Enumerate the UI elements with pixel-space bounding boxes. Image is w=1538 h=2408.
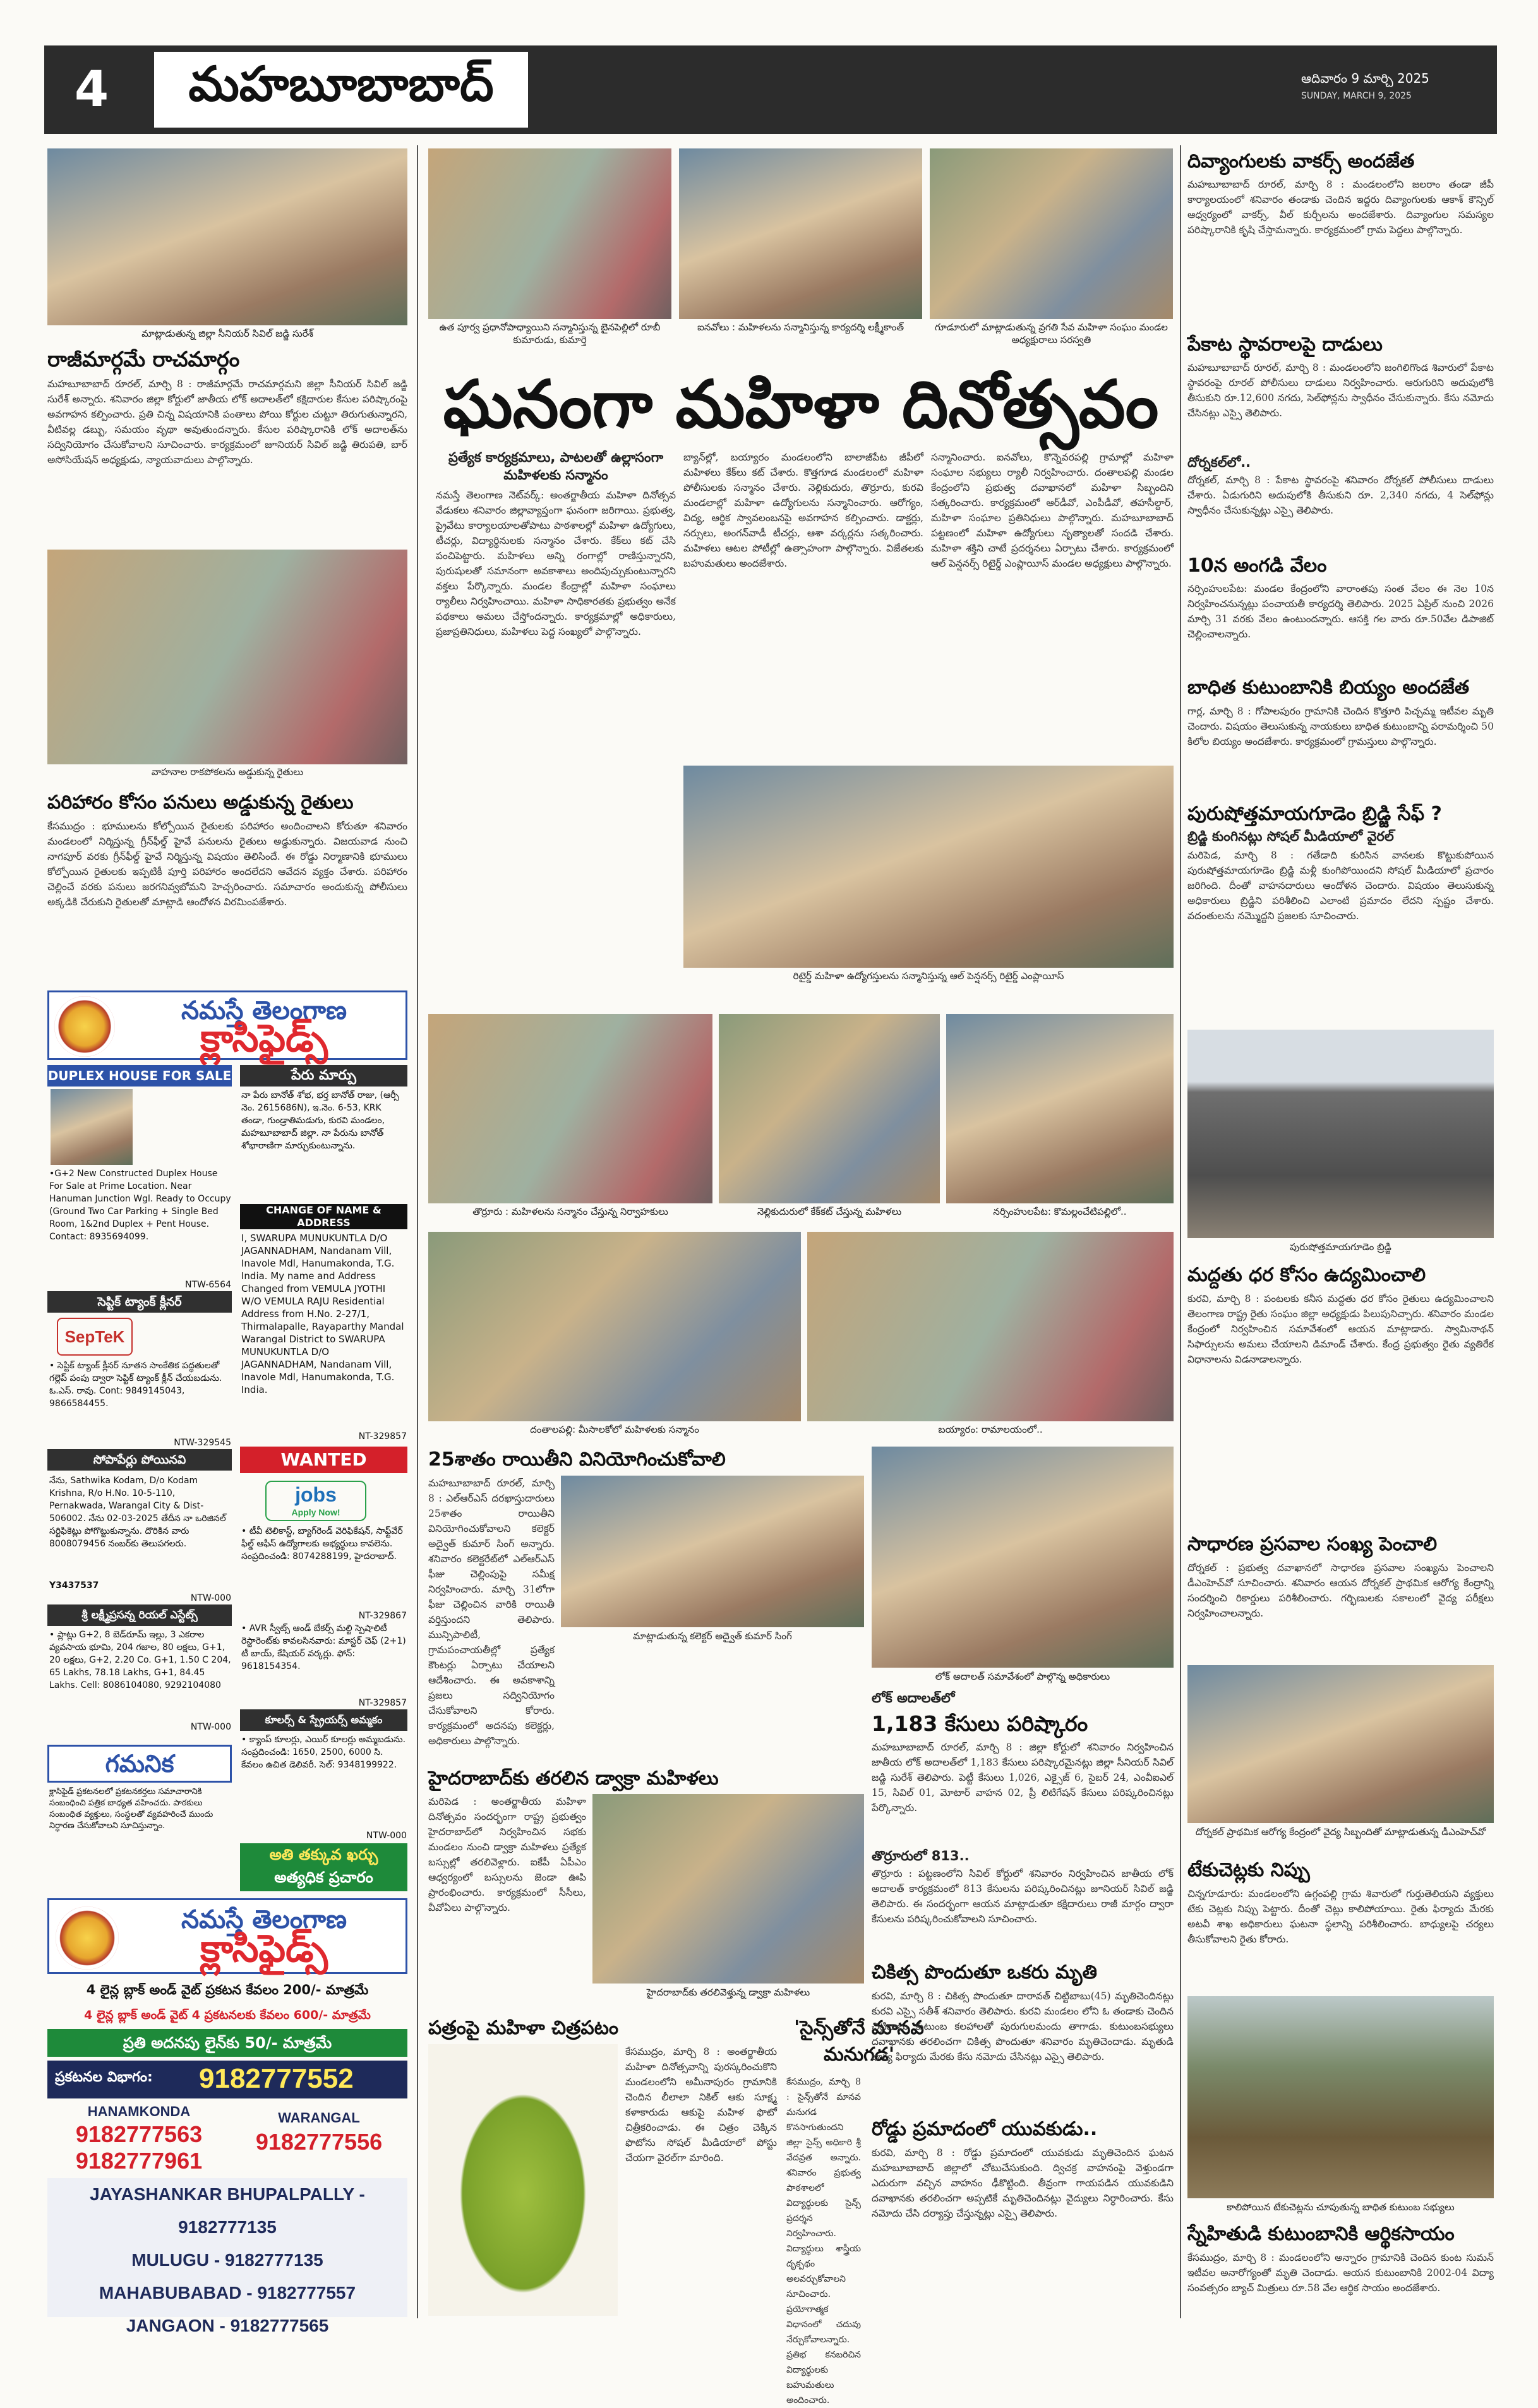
warangal-phone: 9182777556 bbox=[255, 2129, 383, 2155]
ads-dept-phone: 9182777552 bbox=[199, 2063, 354, 2094]
photo-caption: నెల్లికుదురులో కేక్‌కట్ చేస్తున్న మహిళలు bbox=[757, 1206, 902, 1217]
lead-column-2: బ్యాన్‌ల్లో, బయ్యారం మండలంలోని బాలాజీపేట జీపీలో మహిళలు కేక్‌లు కట్ చేశారు. కొత్తగూడ మండలంలో మహిళా పోలీసులకు సన్మానం చేశారు. నెల్లికుదురు, తొర్రూరు, కురవి మండలాల్లో మహిళా ఉద్యోగులను సన్మానించారు. ఆరోగ్యం, విద్య, ఆర్థిక స్వావలంబనపై అవగాహన కల్పించారు. డాక్టర్లు, నర్సులు, అంగన్‌వాడీ టీచర్లు, ఆశా వర్కర్లను సత్కరించారు. మహిళలు ఆటల పోటీల్లో ఉత్సాహంగా పాల్గొన్నారు. విజేతలకు బహుమతులు అందజేశారు. bbox=[683, 452, 923, 569]
classifieds-banner-bottom bbox=[47, 1898, 407, 1974]
warangal-label: WARANGAL bbox=[278, 2110, 360, 2126]
article-headline: హైదరాబాద్‌కు తరలిన డ్వాక్రా మహిళలు bbox=[428, 1767, 719, 1790]
lead-column-1: నమస్తే తెలంగాణ నెట్‌వర్క్: అంతర్జాతీయ మహిళా దినోత్సవ వేడుకలు శనివారం జిల్లావ్యాప్తంగా ఘనంగా జరిగాయి. ప్రభుత్వ, ప్రైవేటు కార్యాలయాలతోపాటు పాఠశాలల్లో మహిళా ఉద్యోగులు, టీచర్లు, విద్యార్థినులకు సన్మానం చేశారు. కేక్‌లు కట్ చేసి పంచిపెట్టారు. మహిళలు అన్ని రంగాల్లో రాణిస్తున్నారని, పురుషులతో సమానంగా అవకాశాలు అందిపుచ్చుకుంటున్నారని వక్తలు పేర్కొన్నారు. మండల కేంద్రాల్లో మహిళా సంఘాలు ర్యాలీలు నిర్వహించాయి. మహిళా సాధికారతకు ప్రభుత్వం అనేక పథకాలు అమలు చేస్తోందన్నారు. కార్యక్రమాల్లో అధికారులు, ప్రజాప్రతినిధులు, మహిళలు పెద్ద సంఖ్యలో పాల్గొన్నారు. bbox=[436, 490, 676, 637]
jobs-text: • టీవీ టెలికాస్ట్, బ్యాగ్‌రెండ్ వెరిఫికేషన్, సాఫ్ట్‌వేర్ ఫీల్డ్ ఆఫీస్ ఉద్యోగాలకు అభ్యర్థులు కావలెను. సంప్రదించండి: 8074288199, హైదరాబాద్. bbox=[241, 1526, 403, 1562]
article-body: దోర్నకల్, మార్చి 8 : పేకాట స్థావరంపై శనివారం దోర్నకల్ పోలీసులు దాడులు చేశారు. ఏడుగురిని అదుపులోకి తీసుకుని రూ. 2,340 నగదు, 4 సెల్‌ఫోన్లు స్వాధీనం చేసుకున్నట్లు ఎస్సై తెలిపారు. bbox=[1187, 474, 1494, 516]
septic-text: • సెప్టిక్ ట్యాంక్ క్లీనర్ నూతన సాంకేతిక పద్ధతులతో గల్లెప్ పంపు ద్వారా సెప్టిక్ ట్యాంక్ క్లీన్ చేయబడును. ఓ.ఎస్. రావు. Cont: 9849145043, 9866584455. bbox=[49, 1361, 222, 1409]
photo-leaf-art bbox=[428, 2044, 618, 2316]
jobs-apply: Apply Now! bbox=[291, 1507, 340, 1517]
date-english: SUNDAY, MARCH 9, 2025 bbox=[1301, 91, 1412, 101]
classifieds-title: నమస్తే తెలంగాణ bbox=[181, 996, 347, 1025]
article-headline: 'సైన్స్‌తోనే మానవ మనుగడ' bbox=[794, 2017, 924, 2066]
photo-caption: గూడూరులో మాట్లాడుతున్న వ్రగతి సేవ మహిళా సంఘం మండల అధ్యక్షురాలు సరస్వతి bbox=[935, 322, 1168, 346]
article-headline: సాధారణ ప్రసవాల సంఖ్య పెంచాలి bbox=[1187, 1533, 1438, 1555]
name-change-text: నా పేరు బానోత్ శోభ, భర్త బానోత్ రాజు, (ఆర్సీ నెం. 2615686N), ఇ.నెం. 6-53, KRK తండా, గుండ్రాతిమడుగు, కురవి మండలం, మహబూబాబాద్ జిల్లా. నా పేరును బానోత్ శోభారాణిగా మార్చుకుంటున్నాను. bbox=[241, 1090, 399, 1151]
ad-code: NT-329867 bbox=[358, 1611, 407, 1621]
cooler-title: కూలర్స్ & స్ప్రేయర్స్ అమ్మకం bbox=[240, 1709, 407, 1731]
realestate-title: శ్రీ లక్ష్మీప్రసన్న రియల్ ఎస్టేట్స్ bbox=[47, 1604, 232, 1626]
photo-caption: ఐనవోలు : మహిళలను సన్మానిస్తున్న కార్యదర్శి లక్ష్మీకాంత్ bbox=[697, 322, 904, 333]
article-body: దోర్నకల్ : ప్రభుత్వ దవాఖానలో సాధారణ ప్రసవాల సంఖ్యను పెంచాలని డీఎంహెచ్‌వో సూచించారు. శనివారం ఆయన దోర్నకల్ ప్రాథమిక ఆరోగ్య కేంద్రాన్ని సందర్శించి రికార్డులు పరిశీలించారు. గర్భిణులకు సకాలంలో వైద్య పరీక్షలు నిర్వహించాలన్నారు. bbox=[1187, 1562, 1494, 1619]
photo-judge-meeting bbox=[47, 148, 407, 325]
photo-top-2 bbox=[679, 148, 922, 319]
district-line: MULUGU - 9182777135 bbox=[131, 2250, 323, 2270]
article-body: మహబూబాబాద్ రూరల్, మార్చి 8 : రాజీమార్గమే రాచమార్గమని జిల్లా సీనియర్ సివిల్ జడ్జి సురేశ్ అన్నారు. శనివారం జిల్లా కోర్టులో జాతీయ లోక్ అదాలత్‌లో కక్షిదారుల కేసుల పరిష్కారంపై అవగాహన కల్పించారు. ప్రతి చిన్న విషయానికి పంతాలు పోయి కోర్టుల చుట్టూ తిరుగుతున్నారని, వీటివల్ల డబ్బు, సమయం వృథా అవుతుందన్నారు. కేసుల పరిష్కారానికి లోక్ అదాలత్‌ను సద్వినియోగం చేసుకోవాలని సూచించారు. కార్యక్రమంలో జూనియర్ సివిల్ జడ్జి తిరుపతి, బార్ అసోసియేషన్ అధ్యక్షుడు, న్యాయవాదులు పాల్గొన్నారు. bbox=[47, 378, 407, 466]
article-headline: పురుషోత్తమాయగూడెం బ్రిడ్జి సేఫ్ ? bbox=[1187, 803, 1442, 825]
cooler-text: • క్యాంప్ కూలర్లు, ఎయిర్ కూలర్లు అమ్మబడును. సంప్రదించండి: 1650, 2500, 6000 సి. కేవలం ఉచిత డెలివరీ. సెల్: 9348199922. bbox=[241, 1735, 406, 1770]
photo-caption: తొర్రూరు : మహిళలను సన్మానం చేస్తున్న నిర్వాహకులు bbox=[472, 1206, 668, 1217]
photo-grid-5 bbox=[807, 1232, 1174, 1421]
article-headline: రాజీమార్గమే రాచమార్గం bbox=[47, 347, 240, 371]
notice-text: క్లాసిఫైడ్ ప్రకటనలలో ప్రకటనకర్తలు సమాచారానికి సంబంధించి పత్రిక బాధ్యత వహించదు. పాఠకులు సంబంధిత వ్యక్తులు, సంస్థలతో వ్యవహరించే ముందు నిర్ధారణ చేసుకోవాలని సూచిస్తున్నాం. bbox=[49, 1787, 213, 1831]
realestate-text: • ప్లాట్లు G+2, 8 బెడ్‌రూమ్ ఇల్లు, 3 ఎకరాల వ్యవసాయ భూమి, 204 గజాల, 80 లక్షలు, G+1, 20 లక్షలు, G+2, 2.20 Co. G+1, 1.50 C 204, 65 Lakhs, 78.18 Lakhs, G+1, 84.45 Lakhs. Cell: 8086104080, 9292104080 bbox=[49, 1630, 231, 1690]
article-headline: పత్రంపై మహిళా చిత్రపటం bbox=[428, 2017, 619, 2039]
cheap-line-1: అతి తక్కువ ఖర్చు bbox=[269, 1846, 378, 1863]
photo-top-1 bbox=[428, 148, 671, 319]
district-line: JAYASHANKAR BHUPALPALLY - 9182777135 bbox=[90, 2184, 365, 2237]
photo-caption: మాట్లాడుతున్న జిల్లా సీనియర్ సివిల్ జడ్జి సురేశ్ bbox=[141, 328, 313, 339]
house-photo bbox=[51, 1089, 133, 1165]
article-headline: దివ్యాంగులకు వాకర్స్ అందజేత bbox=[1187, 150, 1415, 172]
classifieds-banner bbox=[47, 990, 407, 1060]
hero-headline: ఘనంగా మహిళా దినోత్సవం bbox=[443, 366, 1159, 443]
hanamkonda-phone-1: 9182777563 bbox=[75, 2121, 203, 2147]
photo-caption: బయ్యారం: రామాలయంలో.. bbox=[938, 1424, 1043, 1435]
article-body: కురవి, మార్చి 8 : పంటలకు కనీస మద్దతు ధర కోసం రైతులు ఉద్యమించాలని తెలంగాణ రాష్ట్ర రైతు సంఘం జిల్లా అధ్యక్షుడు పిలుపునిచ్చారు. శనివారం మండల కేంద్రంలో నిర్వహించిన సమావేశంలో ఆయన మాట్లాడారు. స్వామినాథన్ సిఫార్సులను అమలు చేయాలని డిమాండ్ చేశారు. కేంద్ర ప్రభుత్వం రైతు వ్యతిరేక విధానాలను విడనాడాలన్నారు. bbox=[1187, 1293, 1494, 1365]
article-body: గార్ల, మార్చి 8 : గోపాలపురం గ్రామానికి చెందిన కొత్తూరి పిచ్చమ్మ ఇటీవల మృతి చెందారు. విషయం తెలుసుకున్న నాయకులు బాధిత కుటుంబాన్ని పరామర్శించి 50 కిలోల బియ్యం అందజేశారు. కార్యక్రమంలో గ్రామస్తులు పాల్గొన్నారు. bbox=[1187, 706, 1494, 747]
article-body: కేసముద్రం, మార్చి 8 : మండలంలోని అన్నారం గ్రామానికి చెందిన కుంట సుమన్ ఇటీవల అనారోగ్యంతో మృతి చెందాడు. ఆయన కుటుంబానికి 2002-04 విద్యా సంవత్సరం బ్యాచ్ మిత్రులు రూ.58 వేల ఆర్థిక సాయం అందజేశారు. bbox=[1187, 2252, 1494, 2294]
classifieds-emblem-icon bbox=[56, 1906, 119, 1970]
ad-code: NTW-000 bbox=[366, 1831, 407, 1841]
article-body: మహబూబాబాద్ రూరల్, మార్చి 8 : మండలంలోని జలరాం తండా జీపీ కార్యాలయంలో శనివారం తండాకు చెందిన ఇద్దరు దివ్యాంగులకు ఆకాశ్ కౌన్సిల్ ఆధ్వర్యంలో వాకర్స్, వీల్ కుర్చీలను అందజేశారు. దివ్యాంగుల సమస్యల పరిష్కారానికి కృషి చేస్తామన్నారు. కార్యక్రమంలో గ్రామ పెద్దలు పాల్గొన్నారు. bbox=[1187, 179, 1494, 236]
rates-line-3: ప్రతి అదనపు లైన్‌కు 50/- మాత్రమే bbox=[47, 2029, 407, 2057]
ad-code: NT-329857 bbox=[358, 1431, 407, 1442]
photo-caption: లోక్ అదాలత్ సమావేశంలో పాల్గొన్న అధికారులు bbox=[935, 1671, 1110, 1682]
hanamkonda-label: HANAMKONDA bbox=[87, 2104, 191, 2119]
photo-grid-3 bbox=[946, 1014, 1174, 1203]
septic-title: సెప్టిక్ ట్యాంక్ క్లీనర్ bbox=[47, 1291, 232, 1313]
photo-caption: దంతాలపల్లి: మీసాలకోలో మహిళలకు సన్మానం bbox=[530, 1424, 699, 1435]
photo-lok-adalat bbox=[872, 1447, 1174, 1668]
change-name-title: CHANGE OF NAME & ADDRESS bbox=[240, 1204, 407, 1229]
article-body: నర్సింహులపేట: మండల కేంద్రంలోని వారాంతపు సంత వేలం ఈ నెల 10న నిర్వహించనున్నట్లు పంచాయతీ కార్యదర్శి తెలిపారు. 2025 ఏప్రిల్ నుంచి 2026 మార్చి 31 వరకు వేలం ఉంటుందన్నారు. ఆసక్తి గల వారు రూ.50వేల డిపాజిట్ చెల్లించాలన్నారు. bbox=[1187, 583, 1494, 640]
avr-text: • AVR స్వీట్స్ ఆండ్ బేకర్స్ మల్టి స్పెషాలిటీ రెస్టారెంట్‌కు కావలసినవారు: మాస్టర్ చెఫ్ (2+1) టీ బాయ్, కేషియర్ వర్కర్లు. ఫోన్: 9618154354. bbox=[241, 1623, 406, 1671]
district-line: MAHABUBABAD - 9182777557 bbox=[99, 2283, 356, 2303]
photo-dwcra-bus bbox=[592, 1794, 864, 1984]
duplex-title: DUPLEX HOUSE FOR SALE bbox=[47, 1065, 232, 1087]
article-body: కేసముద్రం : భూములను కోల్పోయిన రైతులకు పరిహారం అందించాలని కోరుతూ శనివారం మండలంలో నిర్మిస్తున్న గ్రీన్‌ఫీల్డ్ హైవే పనులను రైతులు అడ్డుకున్నారు. విజయవాడ నుంచి నాగపూర్ వరకు గ్రీన్‌ఫీల్డ్ హైవే నిర్మిస్తున్న విషయం తెలిసిందే. ఈ రోడ్డు నిర్మాణానికి భూములు కోల్పోయిన రైతులకు ఇప్పటికీ పూర్తి పరిహారం అందలేదని ఆవేదన వ్యక్తం చేశారు. పరిహారం చెల్లించే వరకు పనులు జరగనివ్వబోమని హెచ్చరించారు. సమాచారం అందుకున్న పోలీసులు అక్కడికి చేరుకుని రైతులతో మాట్లాడి ఆందోళన విరమింపజేశారు. bbox=[47, 821, 407, 908]
district-lines bbox=[47, 2178, 407, 2335]
photo-retired-employees bbox=[683, 766, 1174, 968]
article-body: చిన్నగూడూరు: మండలంలోని ఉగ్గంపల్లి గ్రామ శివారులో గుర్తుతెలియని వ్యక్తులు టేకు చెట్లకు నిప్పు పెట్టారు. దీంతో చెట్లు కాలిపోయాయి. రైతు ఫిర్యాదు మేరకు అటవీ శాఖ అధికారులు ఘటనా స్థలాన్ని పరిశీలించారు. బాధ్యులపై చర్యలు తీసుకోవాలని రైతు కోరారు. bbox=[1187, 1888, 1494, 1945]
date-telugu: ఆదివారం 9 మార్చి 2025 bbox=[1301, 71, 1429, 86]
duplex-text: •G+2 New Constructed Duplex House For Sale at Prime Location. Near Hanuman Junction Wgl. Ready to Occupy (Ground Two Car Parking + Single Bed Room, 1&2nd Duplex + Pent House. Contact: 8935694099. bbox=[49, 1169, 231, 1242]
article-body: కేసముద్రం, మార్చి 8 : సైన్స్‌తోనే మానవ మనుగడ కొనసాగుతుందని జిల్లా సైన్స్ అధికారి శ్రీ వేదవ్రత అన్నారు. శనివారం ప్రభుత్వ పాఠశాలలో విద్యార్థులకు సైన్స్ ప్రదర్శన నిర్వహించారు. విద్యార్థులు శాస్త్రీయ దృక్పథం అలవర్చుకోవాలని సూచించారు. ప్రయోగాత్మక విధానంలో చదువు నేర్చుకోవాలన్నారు. ప్రతిభ కనబరిచిన విద్యార్థులకు బహుమతులు అందించారు. bbox=[786, 2077, 861, 2405]
lost-docs-title: సోపాపేర్లు పోయినవి bbox=[47, 1449, 232, 1471]
ad-code: NTW-6564 bbox=[185, 1280, 231, 1290]
column-rule bbox=[417, 145, 418, 2318]
hero-subhead: ప్రత్యేక కార్యక్రమాలు, పాటలతో ఉల్లాసంగా మహిళలకు సన్మానం bbox=[448, 450, 664, 483]
photo-caption: నర్సింహులపేట: కొమల్లంచేటిపల్లిలో.. bbox=[993, 1206, 1127, 1217]
photo-farmers-protest bbox=[47, 550, 407, 764]
lost-docs-text: నేను, Sathwika Kodam, D/o Kodam Krishna, R/o H.No. 10-5-110, Pernakwada, Warangal City & Dist-506002. నేను 02-03-2025 తేదీన నా ఒరిజినల్ సర్టిఫికెట్లు పోగొట్టుకున్నాను. దొరికిన వారు 8008079456 నంబర్‌కు తెలుపగలరు. bbox=[49, 1476, 226, 1549]
photo-grid-4 bbox=[428, 1232, 801, 1421]
septic-brand: SepTeK bbox=[64, 1327, 125, 1346]
wanted-title: WANTED bbox=[240, 1447, 407, 1473]
notice-title: గమనిక bbox=[105, 1750, 174, 1778]
ad-code: NTW-000 bbox=[190, 1593, 231, 1603]
article-headline: స్నేహితుడి కుటుంబానికి ఆర్థికసాయం bbox=[1187, 2223, 1455, 2245]
photo-caption: పురుషోత్తమాయగూడెం బ్రిడ్జి bbox=[1290, 1241, 1391, 1253]
photo-health-centre bbox=[1187, 1665, 1494, 1823]
rates-line-2: 4 లైన్ల బ్లాక్ అండ్ వైట్ 4 ప్రకటనలకు కేవలం 600/- మాత్రమే bbox=[84, 2008, 371, 2022]
article-body: మరిపెడ, మార్చి 8 : గతేడాది కురిసిన వానలకు కొట్టుకుపోయిన పురుషోత్తమాయగూడెం బ్రిడ్జి మళ్లీ కుంగిపోయిందని సోషల్ మీడియాలో ప్రచారం జరిగింది. దీంతో వాహనదారులు ఆందోళన చెందారు. విషయం తెలుసుకున్న అధికారులు బ్రిడ్జిని పరిశీలించి ఎలాంటి ప్రమాదం లేదని స్పష్టం చేశారు. వదంతులను నమ్మొద్దని ప్రజలకు సూచించారు. bbox=[1187, 850, 1494, 922]
jobs-logo bbox=[265, 1481, 366, 1521]
photo-caption: కాలిపోయిన టేకుచెట్లను చూపుతున్న బాధిత కుటుంబ సభ్యులు bbox=[1227, 2201, 1455, 2213]
jobs-label: jobs bbox=[295, 1483, 337, 1506]
district-line: JANGAON - 9182777565 bbox=[126, 2316, 329, 2335]
article-headline: 25శాతం రాయితీని వినియోగించుకోవాలి bbox=[428, 1448, 726, 1471]
article-headline: మద్దతు ధర కోసం ఉద్యమించాలి bbox=[1187, 1264, 1426, 1286]
edition-name: మహబూబాబాద్ bbox=[152, 49, 531, 130]
cheap-line-2: అత్యధిక ప్రచారం bbox=[274, 1869, 373, 1886]
article-headline: పరిహారం కోసం పనులు అడ్డుకున్న రైతులు bbox=[47, 792, 354, 814]
article-headline: 1,183 కేసులు పరిష్కారం bbox=[872, 1711, 1088, 1736]
article-body: కురవి, మార్చి 8 : చికిత్స పొందుతూ దారావత్ చిట్టిబాబు(45) మృతిచెందినట్లు కురవి ఎస్సై సతీశ్ శనివారం తెలిపారు. కురవి మండలం లోని ఓ తండాకు చెందిన చిట్టిబాబు కుటుంబ కలహాలతో పురుగులమందు తాగాడు. కుటుంబసభ్యులు దవాఖానకు తరలించగా చికిత్స పొందుతూ శనివారం మృతిచెందాడు. మృతుడి భార్య ఫిర్యాదు మేరకు కేసు నమోదు చేసినట్లు ఎస్సై తెలిపారు. bbox=[872, 1990, 1174, 2062]
article-headline: 10న అంగడి వేలం bbox=[1187, 555, 1327, 577]
photo-top-3 bbox=[930, 148, 1173, 319]
ads-dept-label: ప్రకటనల విభాగం: bbox=[55, 2069, 153, 2085]
ad-code: NTW-329545 bbox=[174, 1438, 231, 1448]
article-body: కేసముద్రం, మార్చి 8 : అంతర్జాతీయ మహిళా దినోత్సవాన్ని పురస్కరించుకొని మండలంలోని అమీనాపురం గ్రామానికి చెందిన లీలాలా నికిల్ ఆకు సూక్ష్మ కళాకారుడు ఆకుపై మహిళ ఫొటో చిత్రీకరించాడు. ఈ చిత్రం చెక్కిన ఫొటోను సోషల్ మీడియాలో పోస్టు చేయగా వైరల్‌గా మారింది. bbox=[625, 2046, 777, 2164]
photo-grid-1 bbox=[428, 1014, 712, 1203]
ads-dept-row bbox=[47, 2061, 407, 2098]
lead-column-3: సన్మానించారు. ఐనవోలు, కొన్నెవరపల్లి గ్రామాల్లో మహిళా సంఘాల సభ్యులు ర్యాలీ నిర్వహించారు. దంతాలపల్లి మండల కేంద్రంలోని ప్రభుత్వ దవాఖానలో మహిళా సిబ్బందిని సత్కరించారు. కార్యక్రమంలో ఆర్‌డీవో, ఎంపీడీవో, తహసీల్దార్, మహిళా సంఘాల ప్రతినిధులు పాల్గొన్నారు. మహబూబాబాద్ పట్టణంలో మహిళా ఉద్యోగులు నృత్యాలతో సందడి చేశారు. మహిళా శక్తిని చాటే ప్రదర్శనలు ఏర్పాటు చేశారు. కార్యక్రమంలో ఆల్ పెన్షనర్స్ రిటైర్డ్ ఎంప్లాయీస్ మండల అధ్యక్షులు పాల్గొన్నారు. bbox=[931, 452, 1174, 569]
notice-title-box bbox=[47, 1745, 232, 1783]
article-body: మహబూబాబాద్ రూరల్, మార్చి 8 : జిల్లా కోర్టులో శనివారం నిర్వహించిన జాతీయ లోక్ అదాలత్‌లో 1,183 కేసులు పరిష్కారమైనట్లు జిల్లా సీనియర్ సివిల్ జడ్జి సురేశ్ తెలిపారు. పెట్టీ కేసులు 1,026, ఎక్సైజ్ 6, సైబర్ 24, ఎంవీఐఎల్ 15, సివిల్ 01, మోటార్ వాహన 02, ప్రీ లిటిగేషన్ కేసులు పరిష్కరించినట్లు పేర్కొన్నారు. bbox=[872, 1742, 1174, 1814]
article-headline: పేకాట స్థావరాలపై దాడులు bbox=[1187, 334, 1383, 356]
lost-docs-code: Y3437537 bbox=[49, 1580, 99, 1591]
ad-code: NTW-000 bbox=[190, 1722, 231, 1732]
lok-sub-headline: తొర్రూరులో 813.. bbox=[872, 1848, 970, 1863]
sub-headline: బ్రిడ్జి కుంగినట్లు సోషల్ మీడియాలో వైరల్ bbox=[1187, 829, 1394, 844]
classifieds-subtitle: క్లాసిఫైడ్స్ bbox=[200, 1016, 328, 1061]
article-body: తొర్రూరు : పట్టణంలోని సివిల్ కోర్టులో శనివారం నిర్వహించిన జాతీయ లోక్ అదాలత్ కార్యక్రమంలో 813 కేసులను పరిష్కరించినట్లు జూనియర్ సివిల్ జడ్జి తెలిపారు. ఈ సందర్భంగా ఆయన మాట్లాడుతూ కక్షిదారులు రాజీ మార్గం ద్వారా కేసులను పరిష్కరించుకోవాలని సూచించారు. bbox=[872, 1868, 1174, 1925]
photo-caption: హైదరాబాద్‌కు తరలివెళ్తున్న డ్వాక్రా మహిళలు bbox=[646, 1987, 810, 1998]
photo-grid-2 bbox=[719, 1014, 940, 1203]
article-headline: బాధిత కుటుంబానికి బియ్యం అందజేత bbox=[1187, 677, 1470, 699]
name-change-label: పేరు మార్పు bbox=[240, 1065, 407, 1087]
article-headline: చికిత్స పొందుతూ ఒకరు మృతి bbox=[872, 1961, 1098, 1984]
photo-collector bbox=[561, 1476, 864, 1627]
article-body-cont bbox=[561, 1647, 864, 1761]
ad-code: NT-329857 bbox=[358, 1698, 407, 1708]
photo-caption: దోర్నకల్ ప్రాథమిక ఆరోగ్య కేంద్రంలో వైద్య సిబ్బందితో మాట్లాడుతున్న డీఎంహెచ్‌వో bbox=[1195, 1826, 1486, 1838]
article-body: మహబూబాబాద్ రూరల్, మార్చి 8 : ఎల్ఆర్ఎస్ దరఖాస్తుదారులు 25శాతం రాయితీని వినియోగించుకోవాలని కలెక్టర్ అద్వైత్ కుమార్ సింగ్ అన్నారు. శనివారం కలెక్టరేట్‌లో ఎల్ఆర్ఎస్ ఫీజు చెల్లింపుపై సమీక్ష నిర్వహించారు. మార్చి 31లోగా ఫీజు చెల్లించిన వారికి రాయితీ వర్తిస్తుందని తెలిపారు. మున్సిపాలిటీ, గ్రామపంచాయతీల్లో ప్రత్యేక కౌంటర్లు ఏర్పాటు చేయాలని ఆదేశించారు. ఈ అవకాశాన్ని ప్రజలు సద్వినియోగం చేసుకోవాలని కోరారు. కార్యక్రమంలో అదనపు కలెక్టర్లు, అధికారులు పాల్గొన్నారు. bbox=[428, 1478, 555, 1747]
sub-headline: దోర్నకల్‌లో.. bbox=[1187, 455, 1251, 470]
cheap-banner bbox=[240, 1843, 407, 1891]
classifieds-subtitle: క్లాసిఫైడ్స్ bbox=[200, 1927, 328, 1971]
rates-line-1: 4 లైన్ల బ్లాక్ అండ్ వైట్ ప్రకటన కేవలం 200/- మాత్రమే bbox=[86, 1982, 369, 1997]
hanamkonda-phone-2: 9182777961 bbox=[75, 2148, 203, 2174]
photo-caption: ఉత పూర్వ ప్రధానోపాధ్యాయిని సన్మానిస్తున్న బైనపెల్లిలో రూబీ కుమారుడు, కుమార్తె bbox=[439, 322, 661, 346]
septic-logo bbox=[57, 1318, 133, 1356]
photo-bridge bbox=[1187, 1030, 1494, 1238]
photo-caption: మాట్లాడుతున్న కలెక్టర్ అద్వైత్ కుమార్ సింగ్ bbox=[633, 1630, 792, 1642]
classifieds-title: నమస్తే తెలంగాణ bbox=[181, 1905, 347, 1934]
article-body: మహబూబాబాద్ రూరల్, మార్చి 8 : మండలంలోని జంగిలిగొండ శివారులో పేకాట స్థావరంపై రూరల్ పోలీసులు దాడులు నిర్వహించారు. ఆరుగురిని అదుపులోకి తీసుకుని రూ.12,600 నగదు, సెల్‌ఫోన్లను స్వాధీనం చేసుకున్నారు. కేసు నమోదు చేసినట్లు ఎస్సై తెలిపారు. bbox=[1187, 362, 1494, 419]
classifieds-emblem-icon bbox=[54, 996, 115, 1057]
photo-burnt-trees bbox=[1187, 1996, 1494, 2198]
article-headline: రోడ్డు ప్రమాదంలో యువకుడు.. bbox=[872, 2118, 1098, 2140]
article-body: మరిపెడ : అంతర్జాతీయ మహిళా దినోత్సవం సందర్భంగా రాష్ట్ర ప్రభుత్వం హైదరాబాద్‌లో నిర్వహించిన సభకు మండలం నుంచి డ్వాక్రా మహిళలు ప్రత్యేక బస్సుల్లో తరలివెళ్లారు. ఐకేపీ ఏపీఎం ఆధ్వర్యంలో బస్సులను జెండా ఊపి ప్రారంభించారు. కార్యక్రమంలో సీసీలు, వీవోఏలు పాల్గొన్నారు. bbox=[428, 1796, 586, 1913]
lok-kicker: లోక్ అదాలత్‌లో bbox=[872, 1690, 955, 1706]
article-headline: టేకుచెట్లకు నిప్పు bbox=[1187, 1859, 1310, 1881]
page-number: 4 bbox=[74, 61, 109, 118]
change-name-text: I, SWARUPA MUNUKUNTLA D/O JAGANNADHAM, Nandanam Vill, Inavole Mdl, Hanumakonda, T.G. India. My name and Address Changed from VEMULA JYOTHI W/O VEMULA RAJU Residential Address from H.No. 2-27/1, Thirmalapalle, Rayaparthy Mandal Warangal District to SWARUPA MUNUKUNTLA D/O JAGANNADHAM, Nandanam Vill, Inavole Mdl, Hanumakonda, T.G. India. bbox=[241, 1232, 404, 1395]
photo-caption: వాహనాల రాకపోకలను అడ్డుకున్న రైతులు bbox=[151, 766, 304, 778]
photo-caption: రిటైర్డ్ మహిళా ఉద్యోగస్తులను సన్మానిస్తున్న ఆల్ పెన్షనర్స్ రిటైర్డ్ ఎంప్లాయీస్ bbox=[793, 970, 1064, 982]
article-body: కురవి, మార్చి 8 : రోడ్డు ప్రమాదంలో యువకుడు మృతిచెందిన ఘటన మహబూబాబాద్ జిల్లాలో చోటుచేసుకుంది. ద్విచక్ర వాహనంపై వెళ్తుండగా ఎదురుగా వచ్చిన వాహనం ఢీకొట్టింది. తీవ్రంగా గాయపడిన యువకుడిని దవాఖానకు తరలించగా అప్పటికే మృతిచెందినట్లు వైద్యులు నిర్ధారించారు. కేసు నమోదు చేసి దర్యాప్తు చేస్తున్నట్లు ఎస్సై తెలిపారు. bbox=[872, 2147, 1174, 2219]
column-rule bbox=[1180, 145, 1181, 2318]
